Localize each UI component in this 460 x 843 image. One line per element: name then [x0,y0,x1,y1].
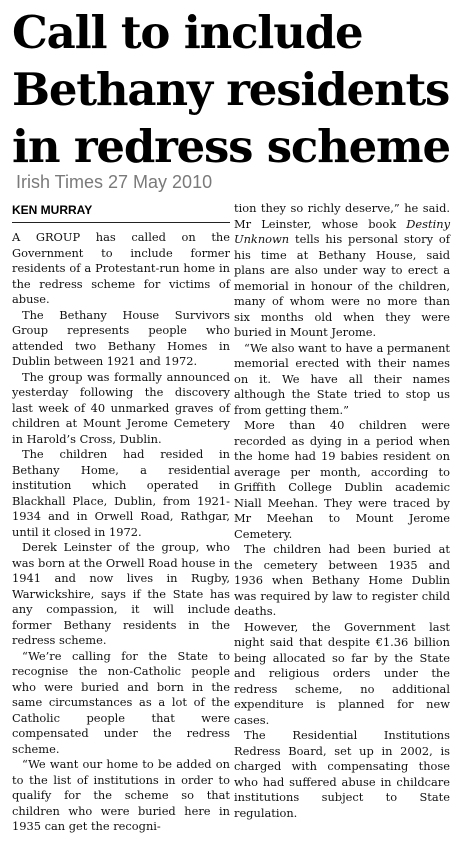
paragraph: The group was formally announced yesterday following the discovery last week of 40 unmarked graves of children at Mount Jerome Cemetery in Harold’s Cross, Dublin. [12,369,230,446]
paragraph: More than 40 children were recorded as dying in a period when the home had 19 babies resident on average per month, according to Griffith College Dublin academic Niall Meehan. They were traced by Mr Meehan to Mount Jerome Cemetery. [234,418,450,541]
paragraph: However, the Government last night said that despite €1.36 billion being allocated so far by the State and religious orders under the redress scheme, no additional expenditure is planned for new cases. [234,619,450,727]
article-column-left [12,230,230,835]
paragraph: Derek Leinster of the group, who was born at the Orwell Road house in 1941 and now lives in Rugby, Warwickshire, says if the State has any compassion, it will include former Bethany residents in the redress scheme. [12,540,230,647]
paragraph: A GROUP has called on the Government to include former residents of a Protestant-run home in the redress scheme for victims of abuse. [12,230,230,306]
book-title: Destiny Unknown [234,216,451,246]
paragraph: The children had resided in Bethany Home, a residential institution which operated in Blackhall Place, Dublin, from 1921-1934 and in Orwell Road, Rathgar, until it closed in 1972. [12,447,230,539]
paragraph: The Bethany House Survivors Group represents people who attended two Bethany Homes in Dublin between 1921 and 1972. [12,307,230,368]
paragraph-continuation [234,201,450,341]
continuation-text: tells his personal story of his time at Bethany House, said plans are also under way to erect a memorial in honour of the children, many of whom were no more than six months old when they were buried in Mount Jerome. [234,232,450,339]
paragraph: “We also want to have a permanent memorial erected with their names on it. We have all their names although the State tried to stop us from getting them.” [234,340,450,417]
article-column-right [234,201,450,821]
headline [12,4,452,175]
paragraph: “We want our home to be added on to the list of institutions in order to qualify for the scheme so that children who were buried here in 1935 can get the recogni- [12,757,230,833]
byline-divider [12,222,230,223]
headline-line: in redress scheme [12,120,450,173]
headline-line: Bethany residents [12,63,450,116]
byline: KEN MURRAY [12,203,93,217]
paragraph: The Residential Institutions Redress Board, set up in 2002, is charged with compensating those who had suffered abuse in childcare institutions subject to State regulation. [234,728,450,820]
continuation-text: tion they so richly deserve,” he said. Mr Leinster, whose book [234,201,450,231]
source-caption: Irish Times 27 May 2010 [16,172,213,192]
paragraph: The children had been buried at the cemetery between 1935 and 1936 when Bethany Home Dublin was required by law to register child deaths. [234,542,450,618]
paragraph: “We’re calling for the State to recognise the non-Catholic people who were buried and born in the same circumstances as a lot of the Catholic people that were compensated under the redress scheme. [12,648,230,756]
headline-line: Call to include [12,6,363,59]
